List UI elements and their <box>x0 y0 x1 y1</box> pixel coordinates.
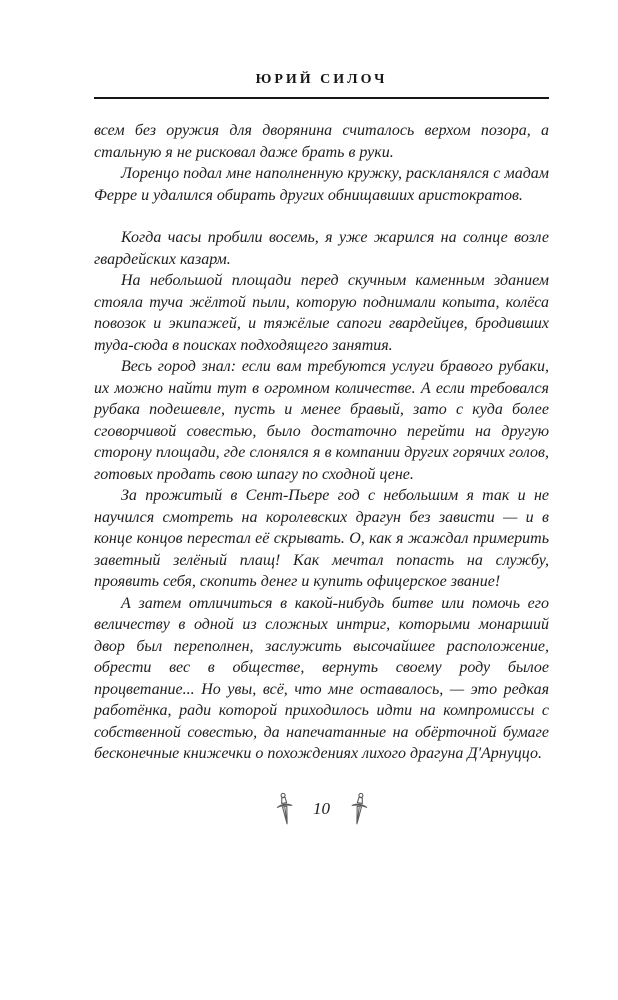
paragraph: Лоренцо подал мне наполненную кружку, раскланялся с мадам Ферре и удалился обирать других обнищавших аристократов. <box>94 165 549 204</box>
page-header <box>94 72 549 99</box>
dagger-icon <box>349 791 369 827</box>
page-content <box>94 0 549 827</box>
page-number: 10 <box>313 798 330 818</box>
dagger-icon <box>275 791 295 827</box>
paragraph: Весь город знал: если вам требуются услуги бравого рубаки, их можно найти тут в огромном количестве. А если требовался рубака подешевле, пусть и менее бравый, зато с куда более сговорчивой совестью, было достаточно перейти на другую сторону площади, где слонялся я в компании других горячих голов, готовых продать свою шпагу по сходной цене. <box>94 358 549 483</box>
header-rule <box>94 97 549 99</box>
paragraph: А затем отличиться в какой-нибудь битве или помочь его величеству в одной из сложных интриг, которыми монарший двор был переполнен, заслужить высочайшее расположение, обрести вес в обществе, вернуть своему роду былое процветание... Но увы, всё, что мне оставалось, — это редкая работёнка, ради которой приходилось идти на компромиссы с собственной совестью, да напечатанные на обёрточной бумаге бесконечные книжечки о похождениях лихого драгуна Д'Арнуццо. <box>94 594 549 762</box>
paragraph: На небольшой площади перед скучным каменным зданием стояла туча жёлтой пыли, которую поднимали копыта, колёса повозок и экипажей, и тяжёлые сапоги гвардейцев, бродивших туда-сюда в поисках подходящего занятия. <box>94 272 549 354</box>
page-footer <box>94 791 549 827</box>
paragraph: всем без оружия для дворянина считалось верхом позора, а стальную я не рисковал даже брать в руки. <box>94 122 549 161</box>
paragraph: Когда часы пробили восемь, я уже жарился на солнце возле гвардейских казарм. <box>94 229 549 268</box>
body-text <box>94 120 549 765</box>
running-head-author: ЮРИЙ СИЛОЧ <box>255 72 388 87</box>
paragraph: За прожитый в Сент-Пьере год с небольшим я так и не научился смотреть на королевских драгун без зависти — и в конце концов перестал её скрывать. О, как я жаждал примерить заветный зелёный плащ! Как мечтал попасть на службу, проявить себя, скопить денег и купить офицерское звание! <box>94 487 549 590</box>
